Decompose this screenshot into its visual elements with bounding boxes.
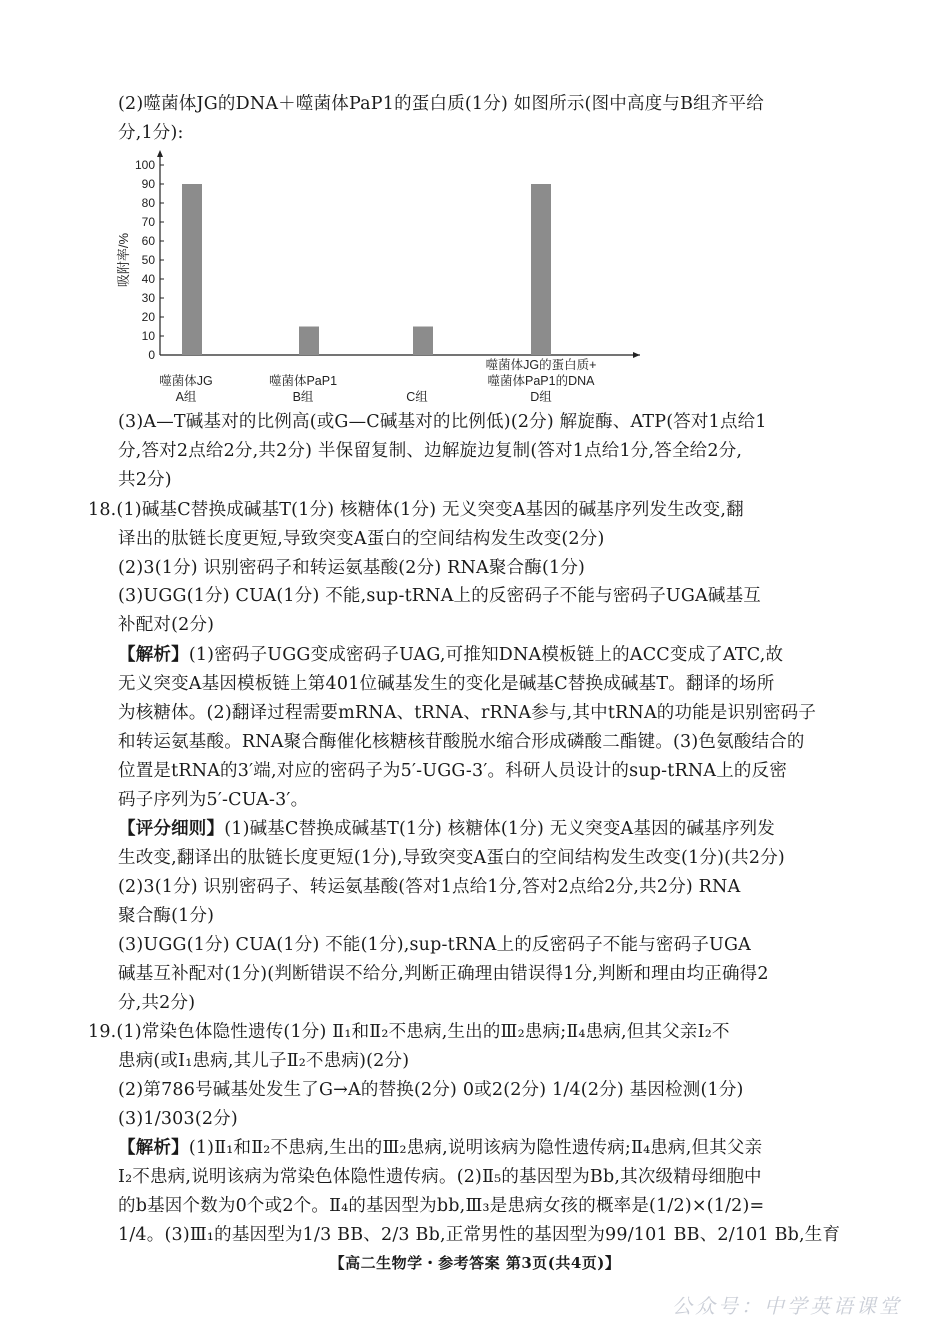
text-line: 无义突变A基因模板链上第401位碱基发生的变化是碱基C替换成碱基T。翻译的场所 [118, 674, 775, 694]
category-label: A组 [175, 390, 197, 404]
y-tick-label: 90 [141, 177, 155, 191]
text-line: 生改变,翻译出的肽链长度更短(1分),导致突变A蛋白的空间结构发生改变(1分)(共2分) [118, 848, 785, 868]
text-line: 和转运氨基酸。RNA聚合酶催化核糖核苷酸脱水缩合形成磷酸二酯键。(3)色氨酸结合的 [118, 732, 805, 752]
bar [182, 184, 202, 355]
analysis-label: 【解析】 [118, 1138, 189, 1158]
bar [413, 327, 433, 356]
text-line: (3)UGG(1分) CUA(1分) 不能(1分),sup-tRNA上的反密码子不能与密码子UGA [118, 935, 751, 955]
y-tick-label: 50 [141, 253, 155, 267]
scoring-line [118, 817, 775, 841]
scoring-text: (1)碱基C替换成碱基T(1分) 核糖体(1分) 无义突变A基因的碱基序列发 [224, 819, 775, 839]
text-line: (3)A—T碱基对的比例高(或G—C碱基对的比例低)(2分) 解旋酶、ATP(答对1点给1 [118, 412, 767, 432]
text-line: 码子序列为5′-CUA-3′。 [118, 790, 309, 810]
question-18-line: 18.(1)碱基C替换成碱基T(1分) 核糖体(1分) 无义突变A基因的碱基序列发生改变,翻 [88, 500, 744, 520]
analysis-line [118, 643, 783, 667]
y-tick-label: 80 [141, 196, 155, 210]
text-line: (3)UGG(1分) CUA(1分) 不能,sup-tRNA上的反密码子不能与密码子UGA碱基互 [118, 586, 761, 606]
y-tick-label: 40 [141, 272, 155, 286]
text-line: 为核糖体。(2)翻译过程需要mRNA、tRNA、rRNA参与,其中tRNA的功能是识别密码子 [118, 703, 817, 723]
analysis-text: (1)密码子UGG变成密码子UAG,可推知DNA模板链上的ACC变成了ATC,故 [188, 645, 784, 665]
y-axis-label: 吸附率/% [116, 232, 131, 288]
text-line: 分,共2分) [118, 993, 196, 1013]
text-line: Ⅰ₂不患病,说明该病为常染色体隐性遗传病。(2)Ⅱ₅的基因型为Bb,其次级精母细胞中 [118, 1167, 762, 1187]
analysis-line [118, 1136, 762, 1160]
category-label: 噬菌体JG的蛋白质+ [485, 358, 597, 372]
text-line: 补配对(2分) [118, 615, 215, 635]
category-label: B组 [292, 390, 314, 404]
text-line: 分,答对2点给2分,共2分) 半保留复制、边解旋边复制(答对1点给1分,答全给2分, [118, 441, 743, 461]
y-tick-label: 60 [141, 234, 155, 248]
text-line: 的b基因个数为0个或2个。Ⅱ₄的基因型为bb,Ⅲ₃是患病女孩的概率是(1/2)×(1/2)= [118, 1196, 765, 1216]
y-tick-label: 70 [141, 215, 155, 229]
y-tick-label: 20 [141, 310, 155, 324]
watermark: 公众号：中学英语课堂 [672, 1294, 902, 1318]
y-tick-label: 0 [148, 348, 155, 362]
analysis-label: 【解析】 [118, 645, 189, 665]
category-label: 噬菌体JG [159, 374, 213, 388]
text-line: (2)3(1分) 识别密码子和转运氨基酸(2分) RNA聚合酶(1分) [118, 558, 586, 578]
y-axis-arrow [157, 150, 163, 157]
adsorption-bar-chart [108, 150, 648, 405]
text-line: (3)1/303(2分) [118, 1109, 238, 1129]
text-line: 分,1分): [118, 123, 184, 143]
category-label: D组 [530, 390, 552, 404]
text-line: (2)噬菌体JG的DNA＋噬菌体PaP1的蛋白质(1分) 如图所示(图中高度与B组齐平给 [118, 94, 764, 114]
question-19-line: 19.(1)常染色体隐性遗传(1分) Ⅱ₁和Ⅱ₂不患病,生出的Ⅲ₂患病;Ⅱ₄患病,但其父亲Ⅰ₂不 [88, 1022, 730, 1042]
x-axis-arrow [633, 352, 640, 358]
text-line: 聚合酶(1分) [118, 906, 215, 926]
text-line: 共2分) [118, 470, 172, 490]
bar [299, 327, 319, 356]
text-line: (2)第786号碱基处发生了G→A的替换(2分) 0或2(2分) 1/4(2分) 基因检测(1分) [118, 1080, 744, 1100]
y-tick-label: 30 [141, 291, 155, 305]
category-label: 噬菌体PaP1的DNA [487, 374, 595, 388]
text-line: 患病(或Ⅰ₁患病,其儿子Ⅱ₂不患病)(2分) [118, 1051, 410, 1071]
page-footer: 【高二生物学・参考答案 第3页(共4页)】 [329, 1254, 621, 1272]
analysis-text: (1)Ⅱ₁和Ⅱ₂不患病,生出的Ⅲ₂患病,说明该病为隐性遗传病;Ⅱ₄患病,但其父亲 [188, 1138, 763, 1158]
text-line: 碱基互补配对(1分)(判断错误不给分,判断正确理由错误得1分,判断和理由均正确得2 [118, 964, 769, 984]
category-label: 噬菌体PaP1 [268, 374, 338, 388]
category-label: C组 [406, 390, 428, 404]
text-line: (2)3(1分) 识别密码子、转运氨基酸(答对1点给1分,答对2点给2分,共2分) RNA [118, 877, 741, 897]
bar [531, 184, 551, 355]
y-tick-label: 10 [141, 329, 155, 343]
text-line: 译出的肽链长度更短,导致突变A蛋白的空间结构发生改变(2分) [118, 529, 605, 549]
text-line: 1/4。(3)Ⅲ₁的基因型为1/3 BB、2/3 Bb,正常男性的基因型为99/101 BB、2/101 Bb,生育 [118, 1225, 841, 1245]
scoring-label: 【评分细则】 [118, 819, 225, 839]
text-line: 位置是tRNA的3′端,对应的密码子为5′-UGG-3′。科研人员设计的sup-tRNA上的反密 [118, 761, 788, 781]
y-tick-label: 100 [134, 158, 155, 172]
